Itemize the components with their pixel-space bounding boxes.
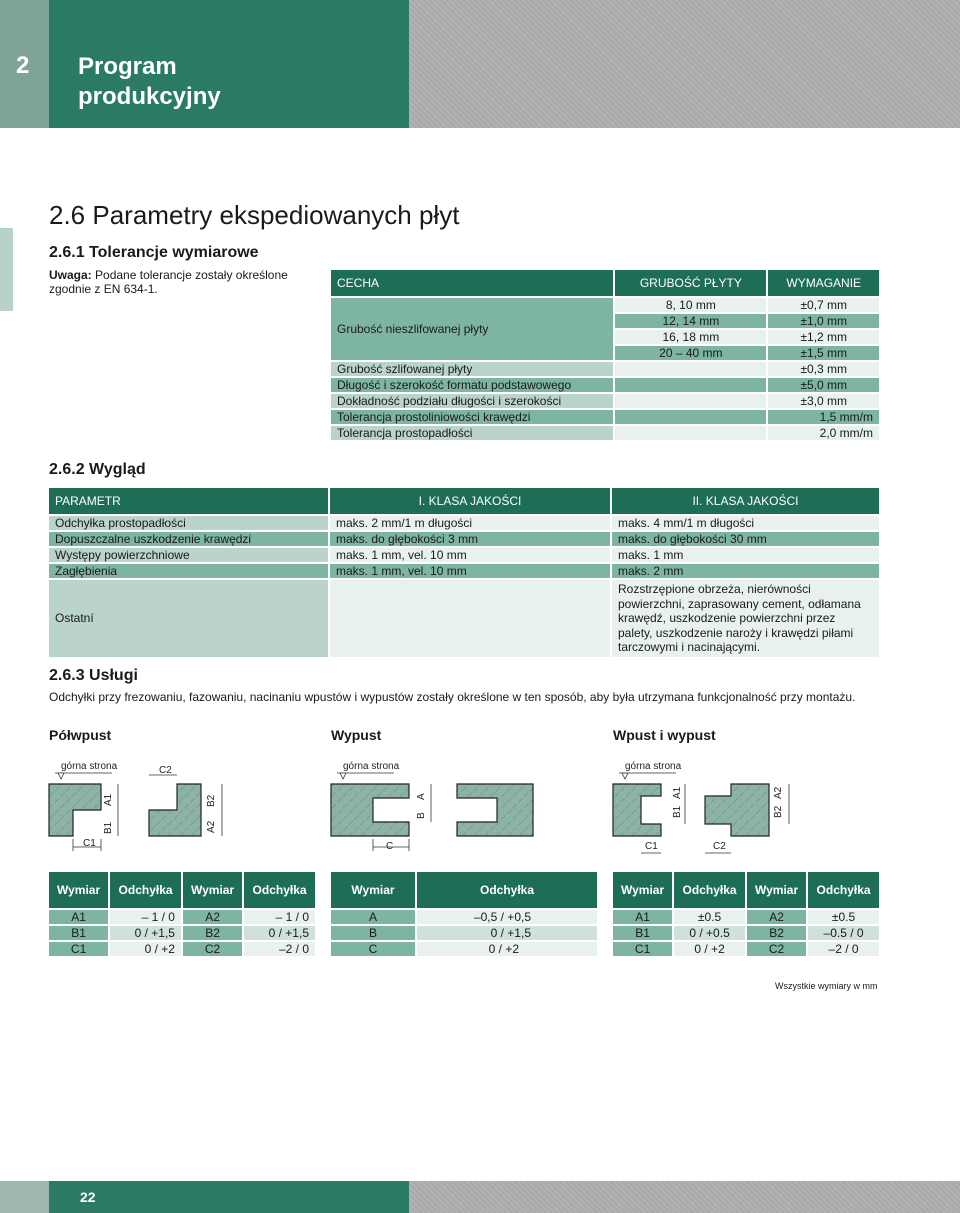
class-2-cell: maks. 2 mm [612, 564, 879, 578]
parameter-cell: Występy powierzchniowe [49, 548, 328, 562]
deviation-cell: 0 / +2 [674, 942, 745, 956]
deviation-cell: 0 / +1,5 [244, 926, 315, 940]
requirement-cell: ±0,3 mm [768, 362, 879, 376]
requirement-cell: ±1,0 mm [768, 314, 879, 328]
tolerances-table [329, 268, 881, 442]
feature-cell: Długość i szerokość formatu podstawowego [331, 378, 613, 392]
tolerances-note [49, 268, 319, 296]
page-number: 22 [80, 1189, 96, 1205]
table-row [49, 548, 879, 562]
chapter-title-block [49, 0, 409, 128]
dim-label-a1: A1 [103, 793, 114, 806]
appearance-table [47, 486, 881, 659]
table-header-row [331, 872, 597, 908]
table-row [49, 532, 879, 546]
wpust-wypust-table [611, 870, 881, 958]
wypust-right-profile [457, 784, 533, 836]
dim-label-b1-wpust: B1 [672, 805, 683, 818]
header-parameter: PARAMETR [49, 488, 328, 514]
header-class-2: II. KLASA JAKOŚCI [612, 488, 879, 514]
dim-label-a2: A2 [206, 820, 217, 833]
wypust-table [329, 870, 599, 958]
header-cell: Odchyłka [244, 872, 315, 908]
thickness-cell [615, 378, 766, 392]
thickness-cell: 20 – 40 mm [615, 346, 766, 360]
dimension-cell: B2 [747, 926, 806, 940]
dim-label-b1: B1 [103, 821, 114, 834]
dimension-cell: A [331, 910, 415, 924]
top-side-label-2: górna strona [343, 761, 400, 772]
header-requirement: WYMAGANIE [768, 270, 879, 296]
deviation-cell: ±0.5 [674, 910, 745, 924]
header-class-1: I. KLASA JAKOŚCI [330, 488, 610, 514]
table-header-row [613, 872, 879, 908]
header-cell: Odchyłka [808, 872, 879, 908]
header-cell: Odchyłka [674, 872, 745, 908]
header-thickness: GRUBOŚĆ PŁYTY [615, 270, 766, 296]
header-feature: CECHA [331, 270, 613, 296]
feature-cell: Tolerancja prostopadłości [331, 426, 613, 440]
group-label: Grubość nieszlifowanej płyty [331, 298, 613, 360]
services-text: Odchyłki przy frezowaniu, fazowaniu, nacinaniu wpustów i wypustów zostały określone w ten sposób, aby była utrzymana funkcjonalność przy montażu. [49, 690, 856, 704]
thickness-cell [615, 410, 766, 424]
class-1-cell: maks. 1 mm, vel. 10 mm [330, 564, 610, 578]
class-1-cell [330, 580, 610, 657]
dimension-cell: A1 [613, 910, 672, 924]
table-row [49, 580, 879, 657]
deviation-cell: –0,5 / +0,5 [417, 910, 597, 924]
table-header-row [49, 488, 879, 514]
deviation-cell: –2 / 0 [808, 942, 879, 956]
deviation-cell: – 1 / 0 [244, 910, 315, 924]
wpust-wypust-title: Wpust i wypust [613, 727, 716, 743]
header-cell: Wymiar [747, 872, 806, 908]
class-1-cell: maks. 2 mm/1 m długości [330, 516, 610, 530]
dim-label-a2-wpust: A2 [773, 786, 784, 799]
class-2-cell: maks. 4 mm/1 m długości [612, 516, 879, 530]
dim-label-b2-wpust: B2 [773, 805, 784, 818]
table-row [613, 942, 879, 956]
header-cell: Odchyłka [417, 872, 597, 908]
table-header-row [331, 270, 879, 296]
table-row [49, 942, 315, 956]
table-row [331, 298, 879, 312]
thickness-cell [615, 394, 766, 408]
top-side-label-1: górna strona [61, 761, 118, 772]
dim-label-c1: C1 [83, 838, 96, 849]
requirement-cell: 2,0 mm/m [768, 426, 879, 440]
dimension-cell: B1 [49, 926, 108, 940]
table-row [331, 942, 597, 956]
footnote: Wszystkie wymiary w mm [775, 981, 878, 991]
deviation-cell: – 1 / 0 [110, 910, 181, 924]
table-header-row [49, 872, 315, 908]
deviation-cell: 0 / +2 [417, 942, 597, 956]
chapter-title: Program produkcyjny [78, 53, 221, 110]
requirement-cell: ±5,0 mm [768, 378, 879, 392]
table-row [331, 926, 597, 940]
dimension-cell: A2 [183, 910, 242, 924]
tolerances-title: 2.6.1 Tolerancje wymiarowe [49, 244, 259, 261]
requirement-cell: ±1,2 mm [768, 330, 879, 344]
class-1-cell: maks. do głębokości 3 mm [330, 532, 610, 546]
requirement-cell: ±0,7 mm [768, 298, 879, 312]
table-row [331, 426, 879, 440]
dimension-cell: C2 [747, 942, 806, 956]
polwpust-right-profile [149, 784, 201, 836]
parameter-cell: Zagłębienia [49, 564, 328, 578]
dimension-cell: B [331, 926, 415, 940]
parameter-cell: Ostatní [49, 580, 328, 657]
services-title: 2.6.3 Usługi [49, 667, 138, 684]
thickness-cell: 16, 18 mm [615, 330, 766, 344]
top-side-label-3: górna strona [625, 761, 682, 772]
wypust-title: Wypust [331, 727, 382, 743]
footer-texture [409, 1181, 960, 1213]
thickness-cell: 12, 14 mm [615, 314, 766, 328]
deviation-cell: 0 / +1,5 [417, 926, 597, 940]
table-row [49, 926, 315, 940]
requirement-cell: ±1,5 mm [768, 346, 879, 360]
class-2-cell: Rozstrzępione obrzeża, nierówności powierzchni, zaprasowany cement, odłamana krawędź, uszkodzenie powierzchni przez palety, uszkodzenie naroży i krawędzi piłami tarczowymi i nacinającymi. [612, 580, 879, 657]
table-row [331, 394, 879, 408]
wypust-left-profile [331, 784, 409, 836]
side-marker [0, 228, 13, 311]
table-row [331, 362, 879, 376]
footer-page-block [49, 1181, 409, 1213]
feature-cell: Dokładność podziału długości i szerokości [331, 394, 613, 408]
feature-cell: Tolerancja prostoliniowości krawędzi [331, 410, 613, 424]
class-2-cell: maks. do głębokości 30 mm [612, 532, 879, 546]
dim-label-c1-wpust: C1 [645, 841, 658, 852]
deviation-cell: 0 / +1,5 [110, 926, 181, 940]
header-cell: Wymiar [613, 872, 672, 908]
table-row [613, 910, 879, 924]
dim-label-b: B [416, 812, 427, 819]
requirement-cell: 1,5 mm/m [768, 410, 879, 424]
dimension-cell: C1 [49, 942, 108, 956]
header-cell: Wymiar [331, 872, 415, 908]
dimension-cell: B1 [613, 926, 672, 940]
section-title: 2.6 Parametry ekspediowanych płyt [49, 200, 460, 230]
polwpust-left-profile [49, 784, 101, 836]
class-1-cell: maks. 1 mm, vel. 10 mm [330, 548, 610, 562]
table-row [49, 910, 315, 924]
footer-left-block [0, 1181, 49, 1213]
dimension-cell: C2 [183, 942, 242, 956]
dimension-cell: C1 [613, 942, 672, 956]
header-texture [409, 0, 960, 128]
dimension-cell: C [331, 942, 415, 956]
dim-label-b2: B2 [206, 794, 217, 807]
header-cell: Odchyłka [110, 872, 181, 908]
note-label: Uwaga: [49, 268, 92, 282]
table-row [49, 564, 879, 578]
appearance-title: 2.6.2 Wygląd [49, 461, 146, 478]
dimension-cell: A1 [49, 910, 108, 924]
deviation-cell: –2 / 0 [244, 942, 315, 956]
dimension-cell: B2 [183, 926, 242, 940]
thickness-cell [615, 362, 766, 376]
deviation-cell: 0 / +2 [110, 942, 181, 956]
profile-diagrams [0, 755, 960, 860]
deviation-cell: ±0.5 [808, 910, 879, 924]
class-2-cell: maks. 1 mm [612, 548, 879, 562]
dim-label-a: A [416, 793, 427, 800]
dim-label-c: C [386, 841, 394, 852]
polwpust-table [47, 870, 317, 958]
table-row [331, 378, 879, 392]
table-row [331, 910, 597, 924]
header-cell: Wymiar [49, 872, 108, 908]
deviation-cell: –0.5 / 0 [808, 926, 879, 940]
parameter-cell: Odchyłka prostopadłości [49, 516, 328, 530]
requirement-cell: ±3,0 mm [768, 394, 879, 408]
dim-label-c2-wpust: C2 [713, 841, 726, 852]
deviation-cell: 0 / +0.5 [674, 926, 745, 940]
dim-label-c2: C2 [159, 765, 172, 776]
table-row [613, 926, 879, 940]
chapter-number-block [0, 0, 49, 128]
feature-cell: Grubość szlifowanej płyty [331, 362, 613, 376]
wpust-left-profile [613, 784, 661, 836]
parameter-cell: Dopuszczalne uszkodzenie krawędzi [49, 532, 328, 546]
thickness-cell: 8, 10 mm [615, 298, 766, 312]
header-cell: Wymiar [183, 872, 242, 908]
dimension-cell: A2 [747, 910, 806, 924]
table-row [331, 410, 879, 424]
thickness-cell [615, 426, 766, 440]
dim-label-a1-wpust: A1 [672, 786, 683, 799]
wpust-right-profile [705, 784, 769, 836]
note-text: Podane tolerancje zostały określone zgodnie z EN 634-1. [49, 268, 288, 296]
chapter-number: 2 [16, 52, 30, 79]
polwpust-title: Półwpust [49, 727, 112, 743]
table-row [49, 516, 879, 530]
